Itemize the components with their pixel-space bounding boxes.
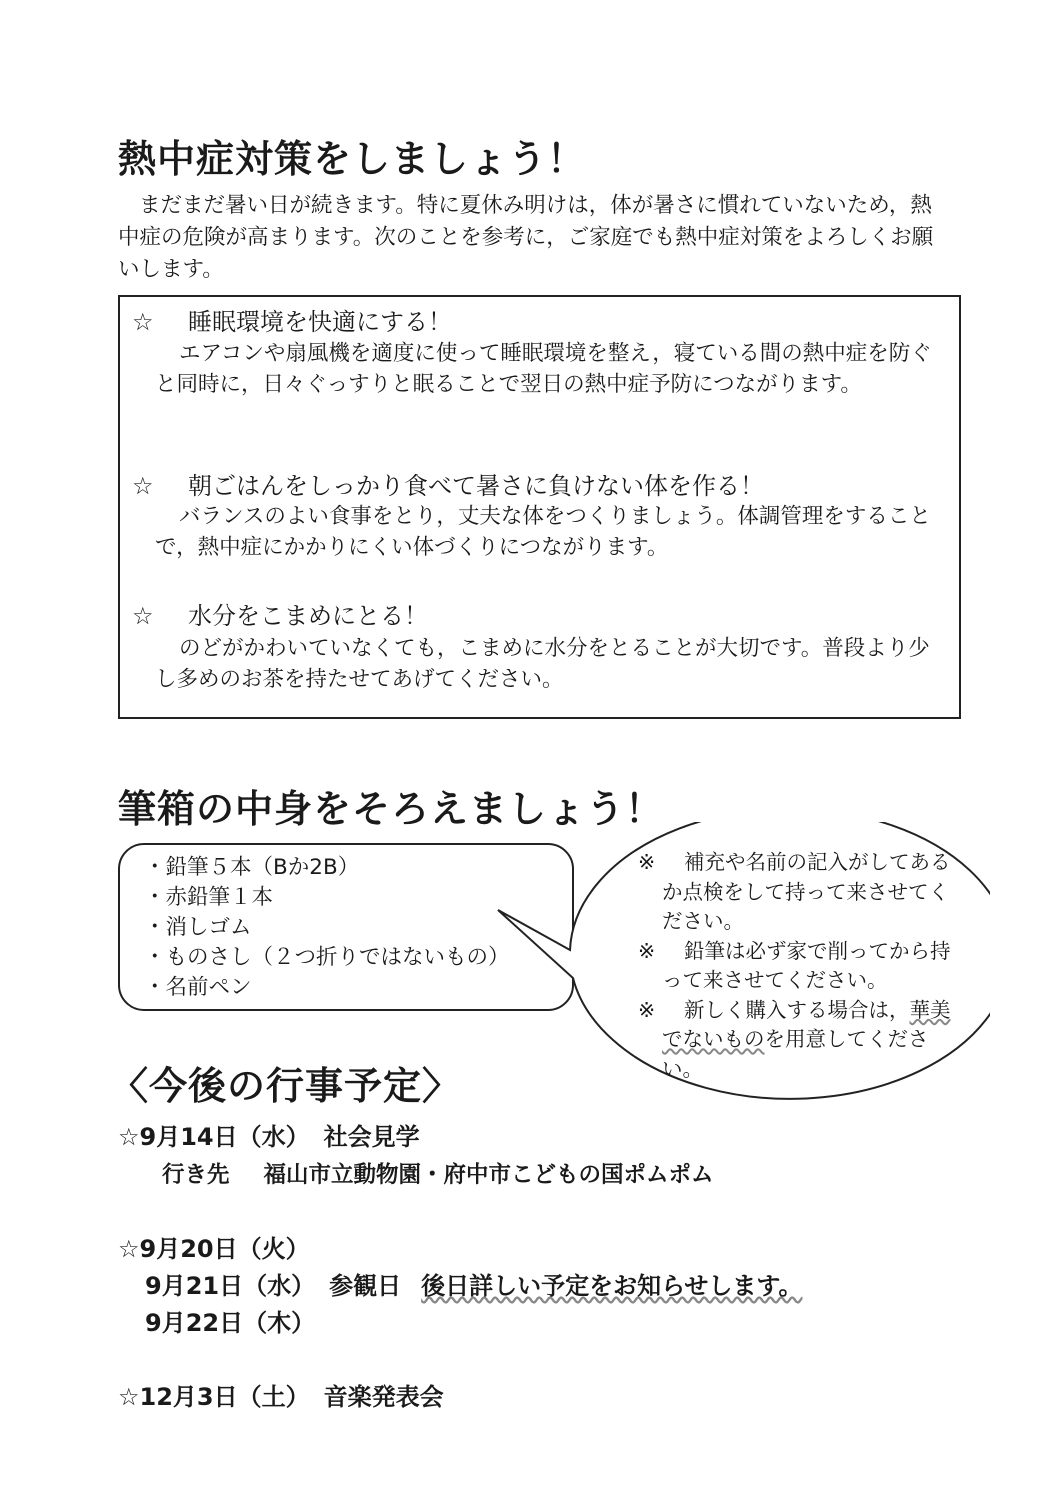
pencil-list [144, 853, 510, 1003]
event-2-note: 後日詳しい予定をお知らせします。 [421, 1272, 803, 1300]
tip-3-title: ☆ 水分をこまめにとる！ [132, 602, 428, 630]
event-1 [118, 1117, 420, 1152]
event-1-date: ☆9月14日（水） [118, 1123, 310, 1151]
tip-2-title: ☆ 朝ごはんをしっかり食べて暑さに負けない体を作る！ [132, 472, 764, 500]
event-1-destination: 行き先 福山市立動物園・府中市こどもの国ポムポム [162, 1162, 714, 1188]
heat-title: 熱中症対策をしましょう！ [118, 137, 587, 181]
event-1-name: 社会見学 [323, 1123, 420, 1151]
event-2 [145, 1266, 802, 1301]
event-2-name: 参観日 [329, 1272, 402, 1300]
event-2-date-3: 9月22日（木） [145, 1309, 316, 1337]
tip-3-body: のどがかわいていなくても，こまめに水分をとることが大切です。普段より少し多めのお茶を持たせてあげてください。 [155, 636, 930, 692]
speech-bubble-notes [638, 848, 960, 1084]
event-3-name: 音楽発表会 [323, 1383, 444, 1411]
star-icon: ☆ [132, 308, 154, 336]
list-item: ・ 名前ペン [144, 973, 510, 1003]
list-item: ・ ものさし（２つ折りではないもの） [144, 943, 510, 973]
star-icon: ☆ [132, 602, 154, 630]
note-2: ※ 鉛筆は必ず家で削ってから持って来させてください。 [638, 938, 951, 992]
pencil-title: 筆箱の中身をそろえましょう！ [118, 787, 665, 831]
note-3: ※ 新しく購入する場合は，華美でないものを用意してください。 [638, 997, 951, 1081]
event-2-date-1: ☆9月20日（火） [118, 1235, 310, 1263]
events-title: 〈今後の行事予定〉 [110, 1064, 462, 1108]
note-1: ※ 補充や名前の記入がしてあるか点検をして持って来させてください。 [638, 850, 951, 933]
event-3-date: ☆12月3日（土） [118, 1383, 310, 1411]
event-3 [118, 1377, 444, 1412]
tip-1-body: エアコンや扇風機を適度に使って睡眠環境を整え，寝ている間の熱中症を防ぐと同時に，日々ぐっすりと眠ることで翌日の熱中症予防につながります。 [155, 341, 932, 397]
list-item: ・ 赤鉛筆１本 [144, 883, 510, 913]
star-icon: ☆ [132, 472, 154, 500]
list-item: ・ 鉛筆５本（Bか2B） [144, 853, 510, 883]
reference-mark-icon: ※ [638, 850, 656, 874]
event-2-date-2: 9月21日（水） [145, 1272, 316, 1300]
heat-intro: まだまだ暑い日が続きます。特に夏休み明けは，体が暑さに慣れていないため，熱中症の危険が高まります。次のことを参考に，ご家庭でも熱中症対策をよろしくお願いします。 [118, 193, 934, 282]
tip-2-body: バランスのよい食事をとり，丈夫な体をつくりましょう。体調管理をすることで，熱中症にかかりにくい体づくりにつながります。 [155, 504, 931, 560]
reference-mark-icon: ※ [638, 997, 656, 1022]
list-item: ・ 消しゴム [144, 913, 510, 943]
reference-mark-icon: ※ [638, 938, 656, 963]
tip-1-title: ☆ 睡眠環境を快適にする！ [132, 308, 452, 336]
